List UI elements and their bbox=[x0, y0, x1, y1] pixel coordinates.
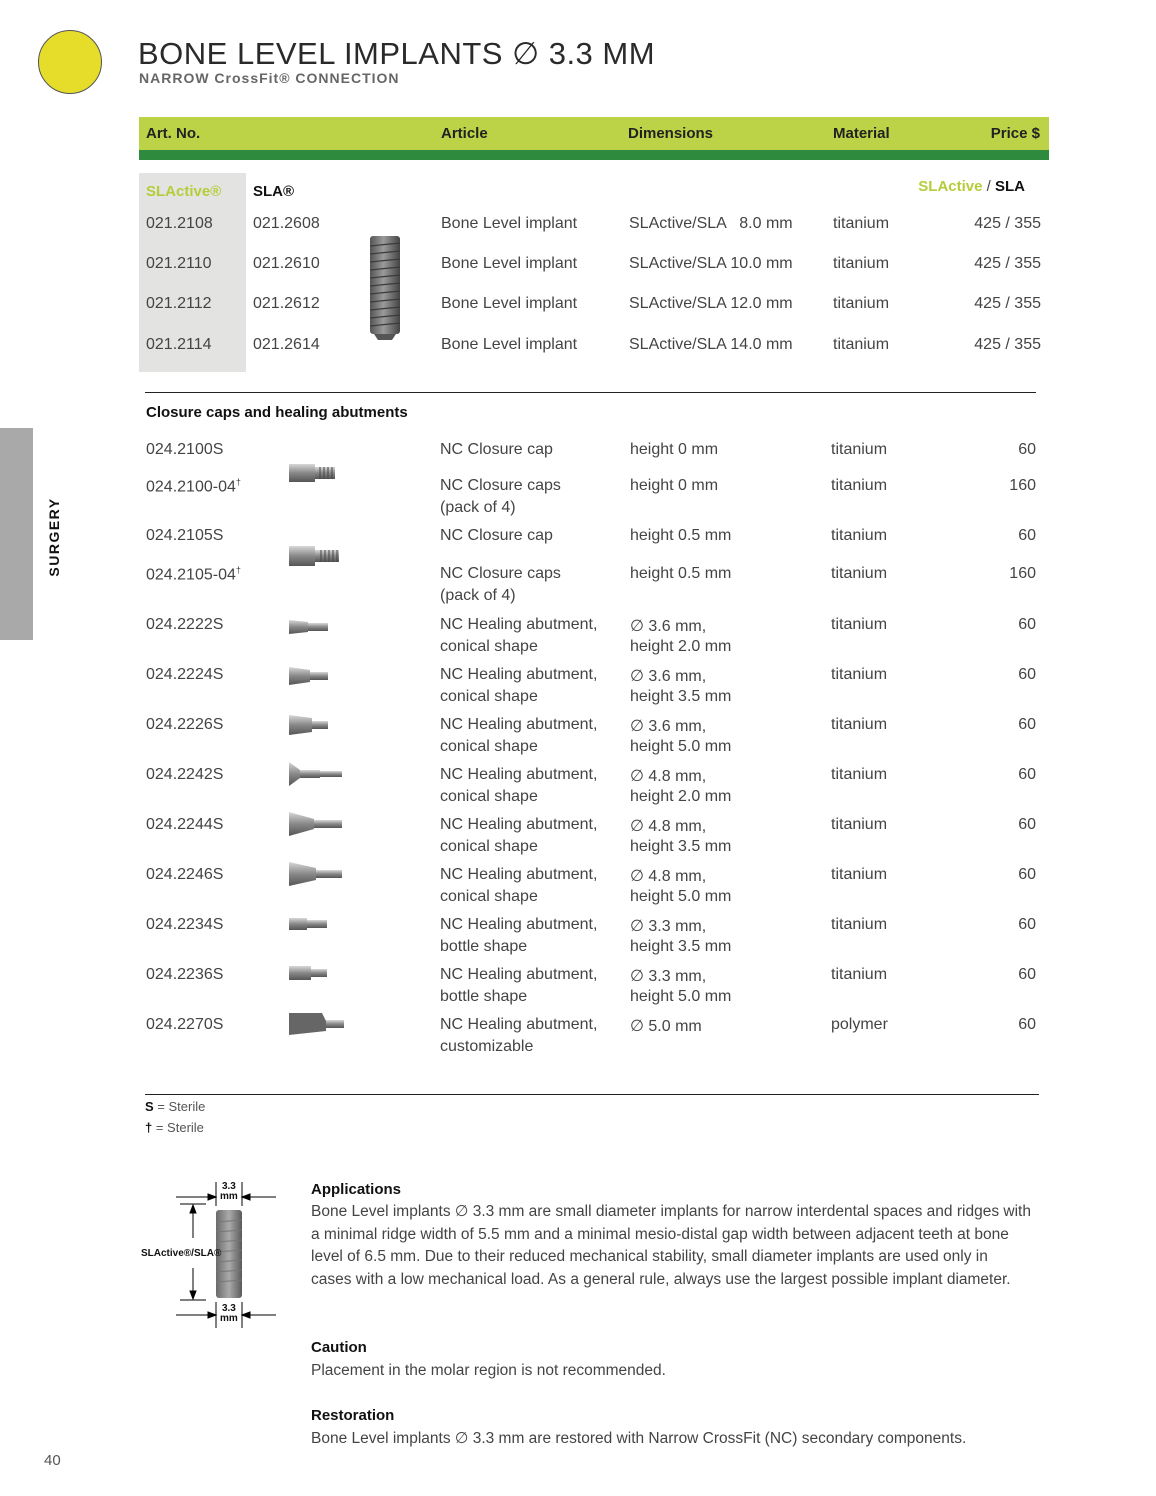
cap-dimensions: ∅ 3.6 mm, bbox=[630, 718, 707, 735]
page-number: 40 bbox=[44, 1452, 61, 1469]
cap-art-no-text: 024.2105S bbox=[146, 527, 224, 544]
implant-dimensions: SLActive/SLA 10.0 mm bbox=[629, 255, 793, 272]
cap-art-no bbox=[146, 666, 223, 684]
cap-dimensions: height 0 mm bbox=[630, 477, 719, 494]
cap-material: titanium bbox=[831, 966, 888, 983]
cap-dimensions: ∅ 3.6 mm, bbox=[630, 618, 707, 635]
implant-price: 425 / 355 bbox=[974, 336, 1041, 353]
cap-article: NC Healing abutment, bbox=[440, 666, 598, 683]
cap-price: 60 bbox=[1018, 866, 1036, 883]
cap-price: 160 bbox=[1009, 477, 1036, 494]
sidebar-tab bbox=[0, 428, 33, 640]
cap-art-no bbox=[146, 866, 223, 884]
cap-dimensions-line2: height 3.5 mm bbox=[630, 938, 732, 955]
cap-material: titanium bbox=[831, 866, 888, 883]
cap-dimensions: ∅ 5.0 mm bbox=[630, 1018, 702, 1035]
diagram-side-label: SLActive®/SLA® bbox=[141, 1248, 222, 1259]
cap-price: 60 bbox=[1018, 441, 1036, 458]
header-dimensions: Dimensions bbox=[628, 125, 714, 142]
cap-art-no-text: 024.2270S bbox=[146, 1016, 224, 1033]
footnote-s-symbol: S bbox=[145, 1099, 154, 1114]
cap-article-line2: customizable bbox=[440, 1038, 534, 1055]
cap-dimensions-line2: height 2.0 mm bbox=[630, 638, 732, 655]
diagram-top-value: 3.3 bbox=[221, 1181, 236, 1192]
implant-material: titanium bbox=[833, 255, 890, 272]
cap-material: titanium bbox=[831, 716, 888, 733]
cap-material: titanium bbox=[831, 666, 888, 683]
cap-article: NC Healing abutment, bbox=[440, 916, 598, 933]
cap-price: 60 bbox=[1018, 766, 1036, 783]
diagram-top-unit: mm bbox=[220, 1191, 238, 1202]
applications-title: Applications bbox=[311, 1181, 402, 1198]
cap-art-no bbox=[146, 616, 223, 634]
cap-material: titanium bbox=[831, 527, 888, 544]
cap-dimensions-line2: height 3.5 mm bbox=[630, 838, 732, 855]
sterile-dagger: † bbox=[235, 477, 241, 487]
cap-dimensions: height 0.5 mm bbox=[630, 527, 732, 544]
closure-cap-05-icon bbox=[289, 546, 339, 566]
cap-art-no-text: 024.2242S bbox=[146, 766, 224, 783]
cap-dimensions-line2: height 5.0 mm bbox=[630, 888, 732, 905]
restoration-title: Restoration bbox=[311, 1407, 395, 1424]
cap-art-no bbox=[146, 916, 223, 934]
cap-art-no bbox=[146, 477, 241, 496]
cap-article-line2: conical shape bbox=[440, 738, 538, 755]
implant-material: titanium bbox=[833, 295, 890, 312]
cap-material: titanium bbox=[831, 441, 888, 458]
cap-art-no-text: 024.2224S bbox=[146, 666, 224, 683]
implant-dimensions: SLActive/SLA 12.0 mm bbox=[629, 295, 793, 312]
implant-price: 425 / 355 bbox=[974, 215, 1041, 232]
implant-dimensions: SLActive/SLA 8.0 mm bbox=[629, 215, 793, 232]
cap-dimensions: height 0.5 mm bbox=[630, 565, 732, 582]
footnote-s-text: = Sterile bbox=[153, 1099, 206, 1114]
cap-dimensions-line2: height 3.5 mm bbox=[630, 688, 732, 705]
healing-abutment-icon bbox=[289, 715, 328, 735]
cap-material: titanium bbox=[831, 816, 888, 833]
cap-dimensions: ∅ 4.8 mm, bbox=[630, 818, 707, 835]
diagram-bottom-value: 3.3 bbox=[221, 1303, 236, 1314]
cap-price: 60 bbox=[1018, 966, 1036, 983]
price-legend bbox=[918, 178, 1025, 195]
page-title: BONE LEVEL IMPLANTS ∅ 3.3 MM bbox=[138, 36, 656, 71]
cap-article: NC Healing abutment, bbox=[440, 716, 598, 733]
cap-dimensions: height 0 mm bbox=[630, 441, 719, 458]
implant-art-sla: 021.2614 bbox=[253, 336, 320, 353]
cap-article: NC Healing abutment, bbox=[440, 616, 598, 633]
sidebar-label: SURGERY bbox=[46, 497, 62, 577]
section-circle-marker bbox=[38, 30, 102, 94]
cap-price: 60 bbox=[1018, 666, 1036, 683]
cap-art-no-text: 024.2100S bbox=[146, 441, 224, 458]
price-legend-slactive: SLActive bbox=[918, 178, 983, 195]
diagram-bottom-unit: mm bbox=[220, 1313, 238, 1324]
cap-art-no bbox=[146, 1016, 223, 1034]
cap-art-no-text: 024.2222S bbox=[146, 616, 224, 633]
caps-section-title: Closure caps and healing abutments bbox=[146, 404, 408, 421]
implant-art-slactive: 021.2110 bbox=[146, 255, 212, 272]
cap-material: polymer bbox=[831, 1016, 888, 1033]
implant-art-sla: 021.2612 bbox=[253, 295, 320, 312]
cap-art-no bbox=[146, 441, 223, 459]
col-sla-label: SLA® bbox=[253, 183, 295, 200]
cap-material: titanium bbox=[831, 616, 888, 633]
cap-article: NC Healing abutment, bbox=[440, 766, 598, 783]
cap-article-line2: (pack of 4) bbox=[440, 499, 516, 516]
implant-image bbox=[366, 234, 404, 342]
footnote-dagger-text: = Sterile bbox=[152, 1120, 204, 1135]
cap-price: 60 bbox=[1018, 716, 1036, 733]
closure-cap-icon bbox=[289, 464, 335, 482]
footnote-sterile-dagger bbox=[145, 1120, 204, 1135]
implant-article: Bone Level implant bbox=[441, 336, 578, 353]
cap-art-no-text: 024.2246S bbox=[146, 866, 224, 883]
cap-art-no-text: 024.2226S bbox=[146, 716, 224, 733]
cap-price: 60 bbox=[1018, 527, 1036, 544]
cap-price: 60 bbox=[1018, 816, 1036, 833]
implant-article: Bone Level implant bbox=[441, 215, 578, 232]
cap-article-line2: conical shape bbox=[440, 688, 538, 705]
bottle-abutment-icon bbox=[289, 918, 327, 930]
cap-art-no-text: 024.2105-04 bbox=[146, 566, 236, 584]
caution-text: Placement in the molar region is not recommended. bbox=[311, 1362, 666, 1379]
cap-material: titanium bbox=[831, 916, 888, 933]
cap-dimensions-line2: height 5.0 mm bbox=[630, 738, 732, 755]
cap-article-line2: (pack of 4) bbox=[440, 587, 516, 604]
cap-article: NC Healing abutment, bbox=[440, 1016, 598, 1033]
healing-abutment-icon bbox=[289, 862, 342, 886]
applications-text: Bone Level implants ∅ 3.3 mm are small diameter implants for narrow interdental spaces and ridges with a minimal ridge width of 5.5 mm and a minimal mesio-distal gap width between adjacent teeth at bone level of 6.5 mm. Due to their reduced mechanical stability, small diameter implants are used only in cases with a low mechanical load. As a general rule, always use the largest possible implant diameter. bbox=[311, 1203, 1031, 1288]
sterile-dagger: † bbox=[235, 565, 241, 575]
diagram-bottom-dimension bbox=[220, 1304, 238, 1324]
cap-dimensions-line2: height 2.0 mm bbox=[630, 788, 732, 805]
cap-article-line2: bottle shape bbox=[440, 988, 528, 1005]
cap-art-no bbox=[146, 527, 223, 545]
cap-material: titanium bbox=[831, 477, 888, 494]
cap-art-no bbox=[146, 766, 223, 784]
healing-abutment-icon bbox=[289, 667, 328, 685]
implant-price: 425 / 355 bbox=[974, 295, 1041, 312]
cap-price: 60 bbox=[1018, 616, 1036, 633]
cap-price: 160 bbox=[1009, 565, 1036, 582]
cap-art-no bbox=[146, 816, 223, 834]
polymer-abutment-icon bbox=[289, 1013, 344, 1035]
footnote-divider bbox=[145, 1094, 1039, 1095]
header-green-band bbox=[139, 150, 1049, 160]
cap-art-no-text: 024.2244S bbox=[146, 816, 224, 833]
cap-article-line2: conical shape bbox=[440, 838, 538, 855]
bottle-abutment-icon bbox=[289, 966, 327, 980]
implant-material: titanium bbox=[833, 215, 890, 232]
cap-article-line2: bottle shape bbox=[440, 938, 528, 955]
implant-art-slactive: 021.2108 bbox=[146, 215, 213, 232]
cap-price: 60 bbox=[1018, 916, 1036, 933]
cap-article: NC Closure caps bbox=[440, 477, 561, 494]
col-slactive-label: SLActive® bbox=[146, 183, 222, 200]
healing-abutment-icon bbox=[289, 620, 328, 634]
footnote-sterile-s bbox=[145, 1099, 205, 1114]
implant-article: Bone Level implant bbox=[441, 255, 578, 272]
cap-dimensions: ∅ 3.3 mm, bbox=[630, 968, 707, 985]
sidebar-label-wrap bbox=[44, 492, 64, 582]
header-price: Price $ bbox=[990, 125, 1040, 142]
cap-article: NC Healing abutment, bbox=[440, 816, 598, 833]
cap-article-line2: conical shape bbox=[440, 788, 538, 805]
implant-art-sla: 021.2608 bbox=[253, 215, 320, 232]
cap-price: 60 bbox=[1018, 1016, 1036, 1033]
diagram-top-dimension bbox=[220, 1182, 238, 1202]
implant-art-slactive: 021.2112 bbox=[146, 295, 212, 312]
caution-title: Caution bbox=[311, 1339, 367, 1356]
cap-article: NC Healing abutment, bbox=[440, 966, 598, 983]
cap-article: NC Closure cap bbox=[440, 527, 553, 544]
cap-art-no-text: 024.2100-04 bbox=[146, 478, 236, 496]
cap-article: NC Closure cap bbox=[440, 441, 553, 458]
cap-dimensions: ∅ 4.8 mm, bbox=[630, 868, 707, 885]
cap-article: NC Healing abutment, bbox=[440, 866, 598, 883]
healing-abutment-icon bbox=[289, 812, 342, 836]
header-article: Article bbox=[441, 125, 488, 142]
restoration-text: Bone Level implants ∅ 3.3 mm are restored with Narrow CrossFit (NC) secondary components. bbox=[311, 1430, 967, 1447]
cap-dimensions: ∅ 4.8 mm, bbox=[630, 768, 707, 785]
footnote-dagger-symbol: † bbox=[145, 1120, 153, 1135]
implant-article: Bone Level implant bbox=[441, 295, 578, 312]
page-subtitle: NARROW CrossFit® CONNECTION bbox=[139, 70, 400, 86]
implant-price: 425 / 355 bbox=[974, 255, 1041, 272]
cap-dimensions: ∅ 3.6 mm, bbox=[630, 668, 707, 685]
table-header bbox=[139, 117, 1049, 150]
header-art-no: Art. No. bbox=[146, 125, 201, 142]
cap-article: NC Closure caps bbox=[440, 565, 561, 582]
header-material: Material bbox=[833, 125, 890, 142]
cap-dimensions: ∅ 3.3 mm, bbox=[630, 918, 707, 935]
cap-art-no-text: 024.2234S bbox=[146, 916, 224, 933]
implant-dimensions: SLActive/SLA 14.0 mm bbox=[629, 336, 793, 353]
cap-art-no-text: 024.2236S bbox=[146, 966, 224, 983]
price-legend-sla: SLA bbox=[995, 178, 1025, 195]
cap-material: titanium bbox=[831, 766, 888, 783]
section-divider bbox=[145, 392, 1036, 393]
implant-material: titanium bbox=[833, 336, 890, 353]
cap-article-line2: conical shape bbox=[440, 638, 538, 655]
implant-art-slactive: 021.2114 bbox=[146, 336, 212, 353]
cap-dimensions-line2: height 5.0 mm bbox=[630, 988, 732, 1005]
cap-article-line2: conical shape bbox=[440, 888, 538, 905]
cap-art-no bbox=[146, 966, 223, 984]
cap-art-no bbox=[146, 565, 241, 584]
cap-art-no bbox=[146, 716, 223, 734]
price-legend-sep: / bbox=[982, 178, 995, 195]
implant-art-sla: 021.2610 bbox=[253, 255, 320, 272]
abutment-images bbox=[286, 456, 356, 1076]
cap-material: titanium bbox=[831, 565, 888, 582]
healing-abutment-icon bbox=[289, 762, 342, 786]
